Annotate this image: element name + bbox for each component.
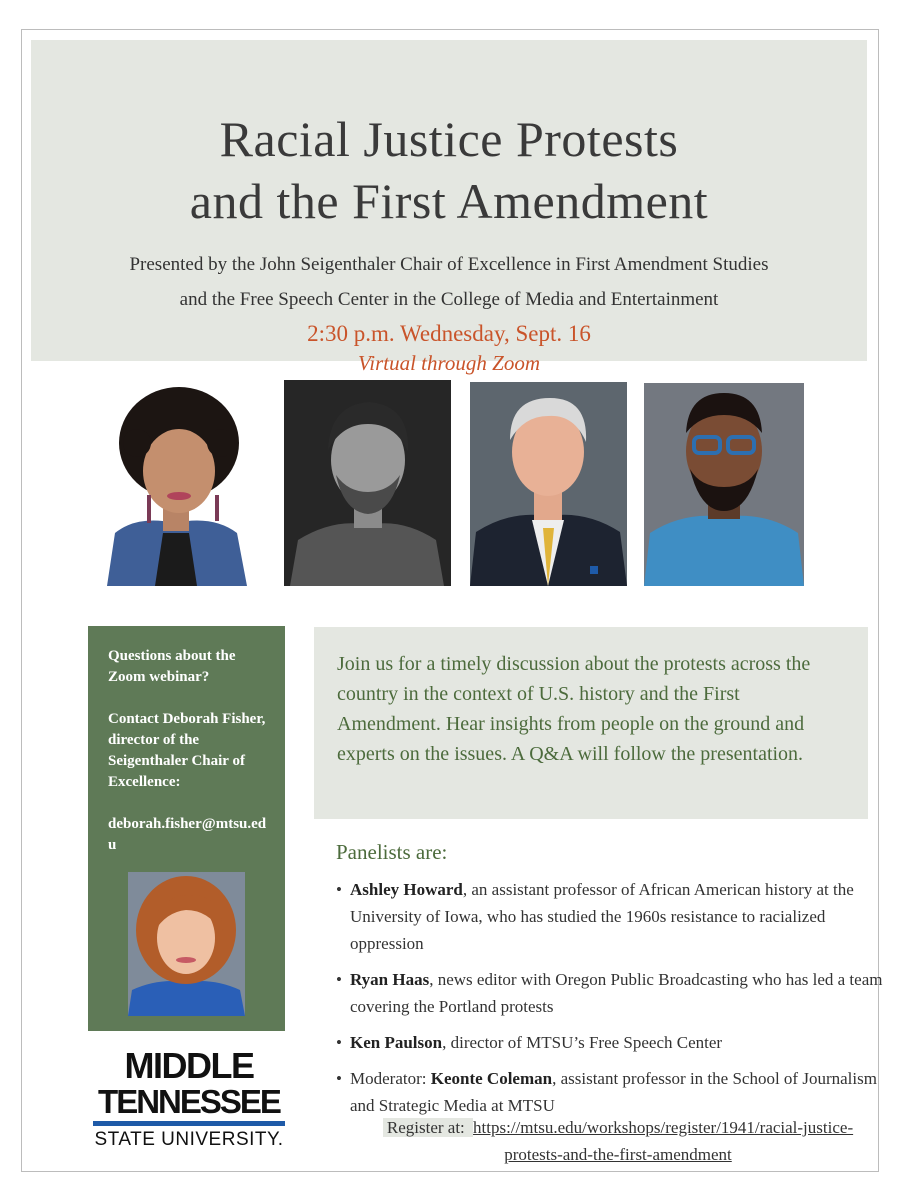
presented-line-1: Presented by the John Seigenthaler Chair of Excellence in First Amendment Studies <box>129 254 769 275</box>
list-item <box>336 876 886 957</box>
panelists-list <box>336 876 886 1128</box>
panelist-desc: , assistant professor in the School of Journalism and Strategic Media at MTSU <box>350 1069 877 1115</box>
intro-text: Join us for a timely discussion about the protests across the country in the context of U.S. history and the First Amendment. Hear insights from people on the ground and experts on the issues. A Q&A will follow the presentation. <box>337 653 811 765</box>
event-venue: Virtual through Zoom <box>357 351 541 375</box>
register-label: Register at: <box>383 1118 473 1137</box>
event-title <box>31 108 867 232</box>
logo-line-1: MIDDLE <box>124 1045 254 1086</box>
panelists-heading: Panelists are: <box>336 840 448 864</box>
panelist-name: Ryan Haas <box>350 970 430 989</box>
list-item <box>336 966 886 1020</box>
header-banner <box>31 40 867 375</box>
panelist-desc: , director of MTSU’s Free Speech Center <box>442 1033 723 1052</box>
moderator-label: Moderator: <box>350 1069 431 1088</box>
list-item <box>336 1029 886 1056</box>
portrait-ashley-howard <box>97 383 254 586</box>
sidebar-question: Questions about the Zoom webinar? <box>108 648 236 685</box>
contact-email[interactable]: deborah.fisher@mtsu.edu <box>108 816 267 853</box>
mtsu-logo <box>93 1045 285 1158</box>
portrait-keonte-coleman <box>644 383 804 586</box>
logo-blue-bar <box>93 1121 285 1126</box>
panelist-name: Ashley Howard <box>350 880 463 899</box>
contact-sidebar <box>88 626 285 1031</box>
sidebar-text <box>108 646 268 856</box>
register-link[interactable]: https://mtsu.edu/workshops/register/1941/racial-justice-protests-and-the-first-amendment <box>473 1118 854 1164</box>
event-datetime: 2:30 p.m. Wednesday, Sept. 16 <box>307 321 591 346</box>
register-line <box>368 1114 868 1168</box>
panelist-desc: , an assistant professor of African American history at the University of Iowa, who has studied the 1960s resistance to racialized oppression <box>350 880 854 953</box>
title-line-2: and the First Amendment <box>189 173 709 229</box>
panelist-name: Keonte Coleman <box>430 1069 553 1088</box>
list-item <box>336 1065 886 1119</box>
logo-line-3: STATE UNIVERSITY. <box>94 1129 284 1150</box>
intro-box <box>314 627 868 819</box>
presented-line-2: and the Free Speech Center in the College of Media and Entertainment <box>179 289 719 310</box>
panelist-desc: , news editor with Oregon Public Broadcasting who has led a team covering the Portland protests <box>350 970 883 1016</box>
portrait-ken-paulson <box>470 382 627 586</box>
logo-line-2: TENNESSEE <box>98 1083 280 1120</box>
portrait-deborah-fisher <box>128 872 245 1016</box>
sidebar-contact: Contact Deborah Fisher, director of the Seigenthaler Chair of Excellence: <box>108 711 266 790</box>
presented-by <box>31 247 867 317</box>
portrait-ryan-haas <box>284 380 451 586</box>
title-line-1: Racial Justice Protests <box>219 111 679 167</box>
panelist-name: Ken Paulson <box>350 1033 443 1052</box>
